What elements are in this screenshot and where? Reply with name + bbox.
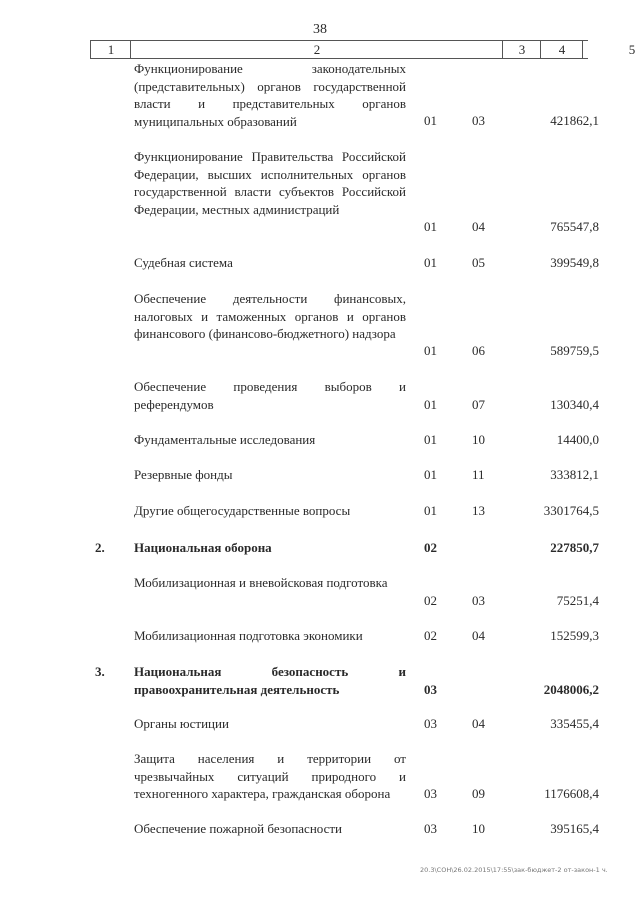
row-name: Другие общегосударственные вопросы — [134, 503, 351, 518]
table-header — [90, 40, 636, 59]
row-subsection-code: 07 — [472, 397, 485, 412]
header-col-2: 2 — [130, 41, 503, 58]
row-subsection-code: 04 — [472, 219, 485, 234]
table-row — [0, 431, 640, 449]
section-row — [0, 663, 640, 699]
row-name: Органы юстиции — [134, 716, 229, 731]
row-subsection-code: 06 — [472, 343, 485, 358]
row-amount: 335455,4 — [550, 716, 599, 731]
row-name: Судебная система — [134, 255, 233, 270]
row-subsection-code: 09 — [472, 786, 485, 801]
row-amount: 399549,8 — [550, 255, 599, 270]
row-subsection-code: 03 — [472, 113, 485, 128]
row-subsection-code: 04 — [472, 716, 485, 731]
table-row — [0, 820, 640, 838]
table-row — [0, 60, 640, 130]
table-row — [0, 502, 640, 520]
row-section-code: 03 — [424, 716, 437, 731]
row-subsection-code: 10 — [472, 821, 485, 836]
row-subsection-code: 10 — [472, 432, 485, 447]
section-name: Национальная оборона — [134, 540, 272, 555]
header-col-1: 1 — [90, 41, 131, 58]
table-row — [0, 254, 640, 272]
table-row — [0, 290, 640, 360]
row-section-code: 01 — [424, 219, 437, 234]
header-col-3: 3 — [502, 41, 541, 58]
row-name: Обеспечение деятельности финансовых, налоговых и таможенных органов и органов финансового (финансово-бюджетного) надзора — [134, 291, 406, 341]
row-name: Функционирование Правительства Российской Федерации, высших исполнительных органов государственной власти субъектов Российской Федерации, местных администраций — [134, 149, 406, 217]
row-section-code: 03 — [424, 682, 437, 697]
row-subsection-code: 11 — [472, 467, 485, 482]
table-row — [0, 574, 640, 610]
document-footer: 20.3\СОН\26.02.2015\17:55\зак-бюджет-2 от-закон-1 ч. — [420, 866, 608, 874]
page-number: 38 — [313, 22, 327, 37]
row-amount: 3301764,5 — [543, 503, 599, 518]
row-amount: 14400,0 — [556, 432, 599, 447]
section-name: Национальная безопасность и правоохранительная деятельность — [134, 664, 406, 697]
section-amount: 2048006,2 — [543, 682, 599, 697]
row-section-code: 01 — [424, 343, 437, 358]
row-subsection-code: 03 — [472, 593, 485, 608]
row-section-code: 02 — [424, 540, 437, 555]
row-subsection-code: 05 — [472, 255, 485, 270]
table-row — [0, 627, 640, 645]
row-name: Обеспечение проведения выборов и референдумов — [134, 379, 406, 412]
row-section-code: 01 — [424, 503, 437, 518]
row-name: Обеспечение пожарной безопасности — [134, 821, 343, 836]
row-section-code: 02 — [424, 593, 437, 608]
row-subsection-code: 13 — [472, 503, 485, 518]
row-amount: 765547,8 — [550, 219, 599, 234]
header-col-5: 5 — [582, 41, 640, 58]
table-row — [0, 750, 640, 804]
row-amount: 130340,4 — [550, 397, 599, 412]
row-subsection-code: 04 — [472, 628, 485, 643]
row-name: Фундаментальные исследования — [134, 432, 316, 447]
row-section-code: 01 — [424, 467, 437, 482]
table-row — [0, 466, 640, 484]
row-section-code: 01 — [424, 432, 437, 447]
row-amount: 333812,1 — [550, 467, 599, 482]
header-col-4: 4 — [540, 41, 583, 58]
row-section-code: 01 — [424, 113, 437, 128]
row-section-code: 01 — [424, 397, 437, 412]
row-amount: 395165,4 — [550, 821, 599, 836]
row-amount: 1176608,4 — [544, 786, 599, 801]
row-section-code: 01 — [424, 255, 437, 270]
table-row — [0, 715, 640, 733]
section-row — [0, 539, 640, 557]
table-row — [0, 378, 640, 414]
row-name: Резервные фонды — [134, 467, 233, 482]
row-amount: 152599,3 — [550, 628, 599, 643]
row-name: Мобилизационная подготовка экономики — [134, 628, 363, 643]
row-name: Функционирование законодательных (представительных) органов государственной власти и представительных органов муниципальных образований — [134, 61, 406, 129]
row-amount: 589759,5 — [550, 343, 599, 358]
row-amount: 75251,4 — [556, 593, 599, 608]
section-number: 3. — [95, 664, 105, 679]
row-section-code: 03 — [424, 786, 437, 801]
section-number: 2. — [95, 540, 105, 555]
table-row — [0, 148, 640, 236]
row-section-code: 02 — [424, 628, 437, 643]
row-amount: 421862,1 — [550, 113, 599, 128]
row-name: Мобилизационная и вневойсковая подготовка — [134, 575, 388, 590]
row-name: Защита населения и территории от чрезвычайных ситуаций природного и техногенного характера, гражданская оборона — [134, 751, 406, 801]
section-amount: 227850,7 — [550, 540, 599, 555]
row-section-code: 03 — [424, 821, 437, 836]
